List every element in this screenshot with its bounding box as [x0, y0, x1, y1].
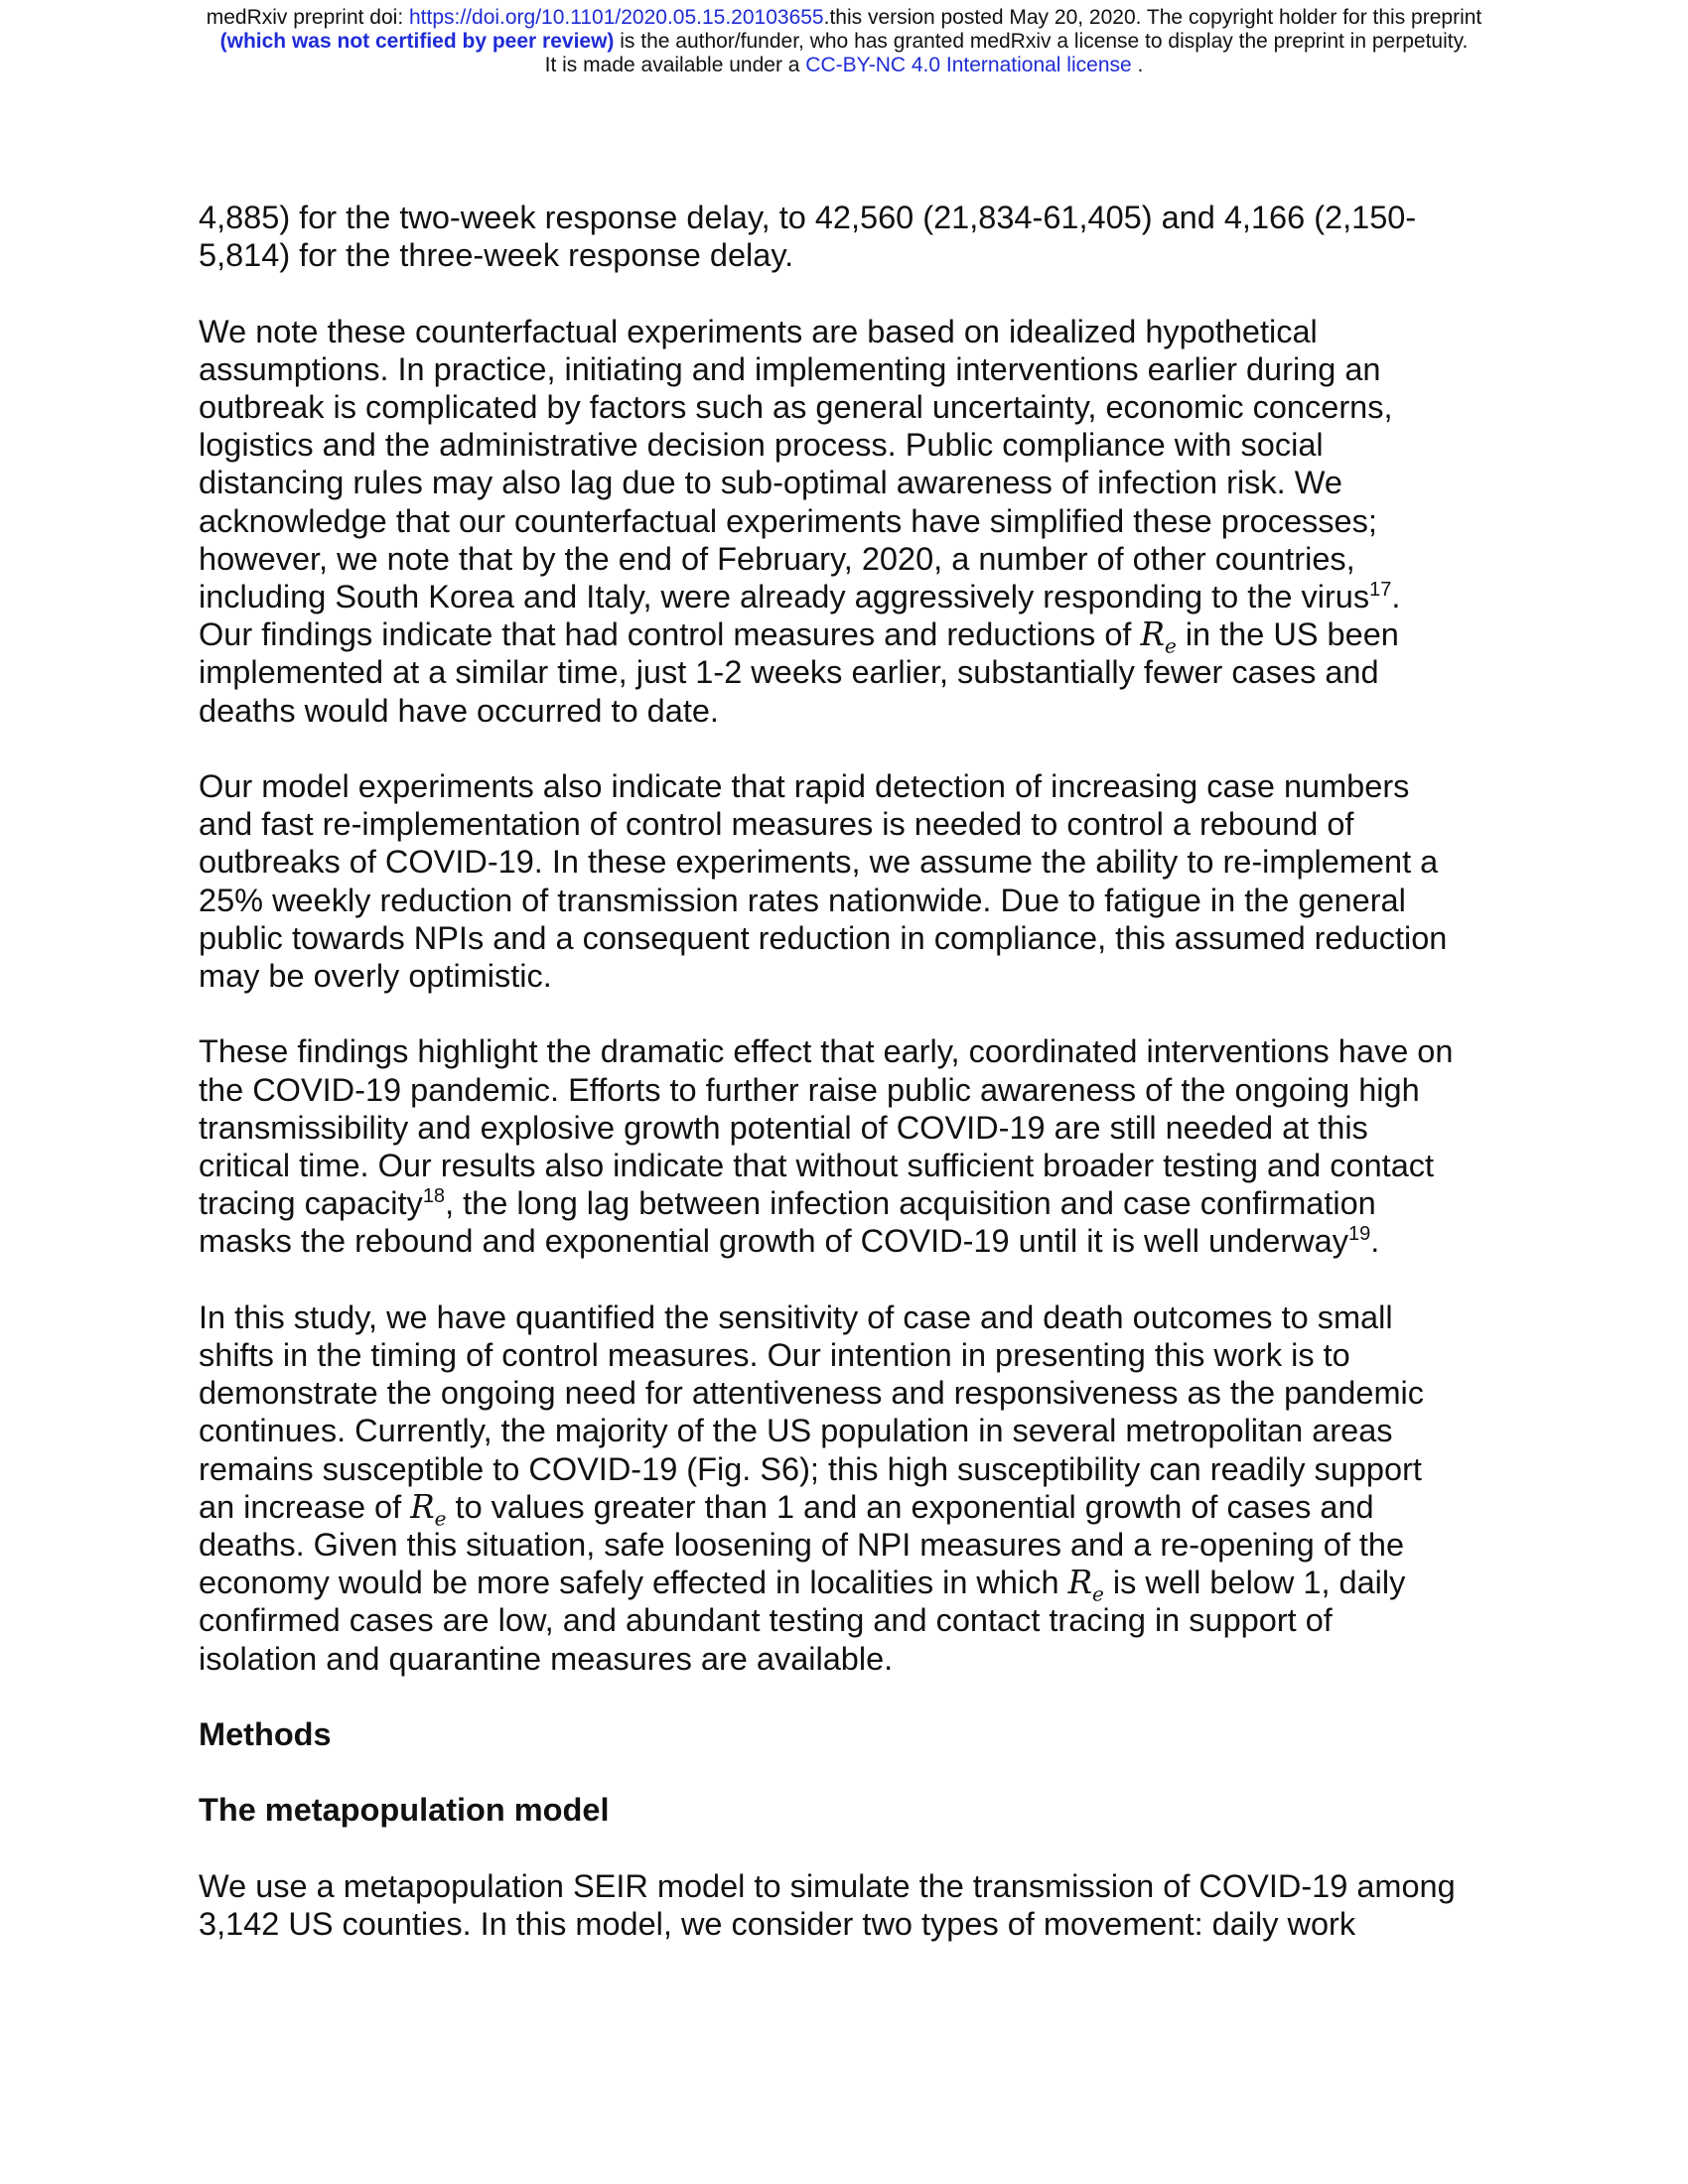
preprint-header-line-1: medRxiv preprint doi: https://doi.org/10.1101/2020.05.15.20103655.this version posted May 20, 2020. The copyright holder for this preprint: [206, 6, 1482, 29]
doi-link[interactable]: https://doi.org/10.1101/2020.05.15.20103655: [408, 6, 824, 29]
heading-metapopulation-model: The metapopulation model: [199, 1792, 610, 1829]
paragraph-counterfactual-assumptions: We note these counterfactual experiments are based on idealized hypothetical assumptions. In practice, initiating and implementing interventions earlier during an outbreak is complicated by factors such as general uncertainty, economic concerns, logistics and the administrative decision process. Public compliance with social distancing rules may also lag due to sub-optimal awareness of infection risk. We acknowledge that our counterfactual experiments have simplified these processes; however, we note that by the end of February, 2020, a number of other countries, including South Korea and Italy, were already aggressively responding to the virus$^{17}$. Our findings indicate that had control measures and reductions of $R_e$ in the US been implemented at a similar time, just 1-2 weeks earlier, substantially fewer cases and deaths would have occurred to date.: [199, 313, 1401, 729]
page-content: [199, 199, 1499, 1980]
re-symbol: $R_e$: [1067, 1564, 1104, 1606]
peer-review-notice: (which was not certified by peer review): [219, 30, 615, 53]
re-symbol: $R_e$: [1140, 615, 1177, 658]
paragraph-metapopulation-intro: We use a metapopulation SEIR model to simulate the transmission of COVID-19 among 3,142 US counties. In this model, we consider two types of movement: daily work: [199, 1867, 1456, 1943]
paragraph-response-delay: 4,885) for the two-week response delay, to 42,560 (21,834-61,405) and 4,166 (2,150- 5,814) for the three-week response delay.: [199, 200, 1417, 274]
license-link[interactable]: CC-BY-NC 4.0 International license: [805, 54, 1132, 76]
paragraph-sensitivity-study: In this study, we have quantified the sensitivity of case and death outcomes to small shifts in the timing of control measures. Our intention in presenting this work is to demonstrate the ongoing need for attentiveness and responsiveness as the pandemic continues. Currently, the majority of the US population in several metropolitan areas remains susceptible to COVID-19 (Fig. S6); this high susceptibility can readily support an increase of $R_e$ to values greater than 1 and an exponential growth of cases and deaths. Given this situation, safe loosening of NPI measures and a re-opening of the economy would be more safely effected in localities in which $R_e$ is well below 1, daily confirmed cases are low, and abundant testing and contact tracing in support of isolation and quarantine measures are available.: [199, 1298, 1425, 1677]
preprint-header-line-3: It is made available under a CC-BY-NC 4.0 International license .: [544, 54, 1144, 76]
re-symbol: $R_e$: [410, 1487, 447, 1531]
citation-17: 17: [1369, 579, 1392, 602]
heading-methods: Methods: [199, 1716, 332, 1753]
citation-19: 19: [1347, 1223, 1371, 1246]
preprint-header: [0, 6, 1688, 77]
paragraph-rapid-detection: Our model experiments also indicate that rapid detection of increasing case numbers and fast re-implementation of control measures is needed to control a rebound of outbreaks of COVID-19. In these experiments, we assume the ability to re-implement a 25% weekly reduction of transmission rates nationwide. Due to fatigue in the general public towards NPIs and a consequent reduction in compliance, this assumed reduction may be overly optimistic.: [199, 768, 1448, 995]
citation-18: 18: [422, 1185, 446, 1208]
preprint-header-line-2: (which was not certified by peer review) is the author/funder, who has granted medRxiv a license to display the preprint in perpetuity.: [219, 30, 1469, 53]
paragraph-findings-highlight: These findings highlight the dramatic effect that early, coordinated interventions have on the COVID-19 pandemic. Efforts to further raise public awareness of the ongoing high transmissibility and explosive growth potential of COVID-19 are still needed at this critical time. Our results also indicate that without sufficient broader testing and contact tracing capacity$^{18}$, the long lag between infection acquisition and case confirmation masks the rebound and exponential growth of COVID-19 until it is well underway$^{19}$.: [199, 1033, 1454, 1260]
